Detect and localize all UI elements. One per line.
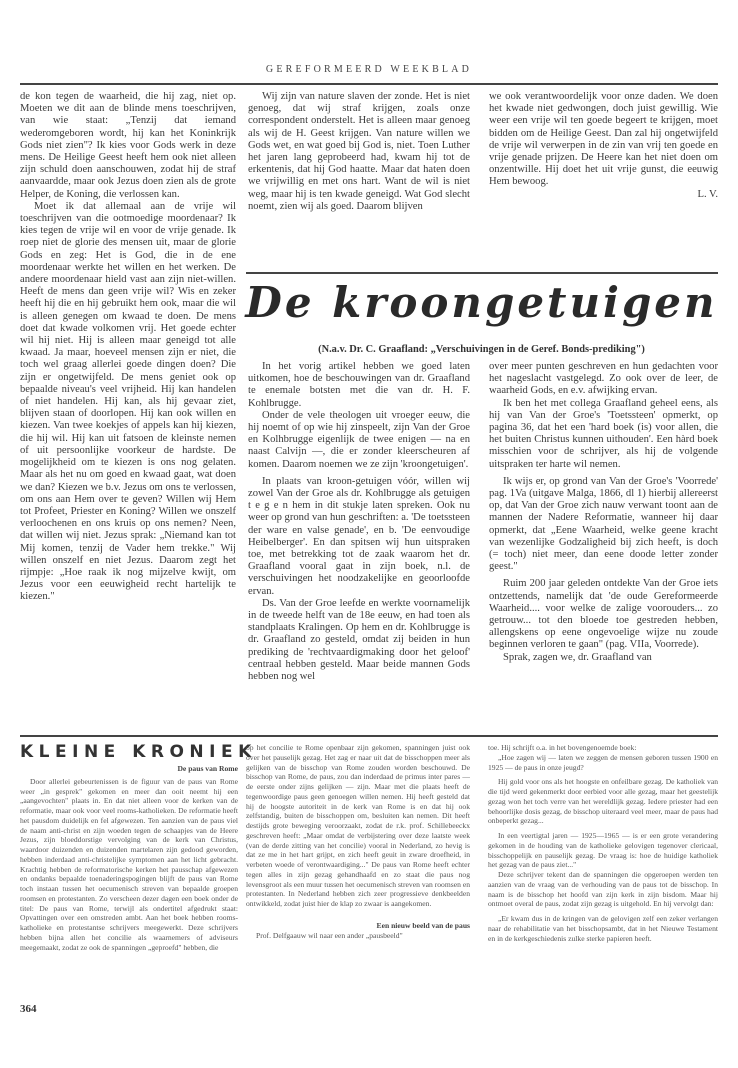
paragraph: Wij zijn van nature slaven der zonde. Het is niet genoeg, dat wij straf krijgen, zoals onze correspondent onderstelt. Het is alleen maar genoeg als wij de H. Geest krijgen. Van nature willen we Gods wet, en wat goed bij God is, niet. Toen Luther het jaren lang geprobeerd had, kwam hij tot de erkentenis, dat hij God haatte. Maar dat haten doen we vrijwillig en met ons hart. Want de wil is niet weg, maar hij is ten kwade geneigd. Wat God slecht noemt, zien wij als goed. Daarom blijven xyxy=(248,91,470,212)
paragraph: toe. Hij schrijft o.a. in het bovengenoemde boek: xyxy=(488,743,637,752)
top-article-column-3 xyxy=(489,91,718,266)
kroniek-heading: KLEINE KRONIEK xyxy=(20,742,257,762)
paragraph: Onder de vele theologen uit vroeger eeuw, die hij noemt of op wie hij zinspeelt, zijn Van der Groe en Kolhbrugge eigenlijk de twee enigen — na en naast Calvijn —, die er zonder kleerscheuren af komen. Daarom noemen we ze zijn 'kroongetuigen'. xyxy=(248,409,470,470)
kroniek-column-1 xyxy=(20,764,238,980)
kroniek-column-2 xyxy=(246,743,470,973)
paragraph: Sprak, zagen we, dr. Graafland van xyxy=(503,651,652,663)
paragraph: „Hoe zagen wij — laten we zeggen de mensen geboren tussen 1900 en 1925 — de paus in onze jeugd? xyxy=(488,752,718,772)
header-rule xyxy=(20,83,718,85)
kroniek-rule xyxy=(20,735,718,737)
paragraph: In het vorig artikel hebben we goed laten uitkomen, hoe de beschouwingen van dr. Graafland te enemale botsten met die van dr. H. F. Kohlbrugge. xyxy=(248,361,470,409)
paragraph: In een veertigtal jaren — 1925—1965 — is er een grote verandering gekomen in de houding van de katholieke gelovigen tegenover clericaal, bisschoppelijk en pauselijk gezag. De vraag is: hoe de huidige katholiek het gezag van de paus ziet..." xyxy=(488,831,718,870)
paragraph: Door allerlei gebeurtenissen is de figuur van de paus van Rome weer „in gesprek" gekomen en meer dan ooit neemt hij een „aangevochten" plaats in. En dat niet alleen voor de kerken van de reformatie, maar ook voor veel rooms-katholieken. De reformatie heeft het pausdom duidelijk en fel afgewezen. Ten aanzien van de paus viel de naam anti-christ en zijn woeden tegen de schaapjes van de Heere Jezus, zijn bloeddorstige vervolging van de kerk van Christus, waardoor duizenden en duizenden martelaren zijn gedood geworden, hebben inderdaad anti-christelijke symptomen aan het licht gebracht. Krachtig hebben de reformatorische kerken het pausschap afgewezen en ondanks bepaalde toenaderingspogingen blijft de paus van Rome toch instaan tussen het oecumenisch streven van bepaalde groepen roomsen en protestanten. Zo verscheen dezer dagen een boek onder de titel: De paus van Rome, terwijl als ondertitel afgedrukt staat: Opvattingen over een omstreden ambt. Aan het boek hebben rooms-katholieke en protestantse schrijvers meegewerkt. Deze schrijvers hebben bijna allen het concilie als waarnemers of adviseurs meegemaakt, zodat ze ook de spanningen „geproefd" hebben, die xyxy=(20,776,238,952)
paragraph: Ruim 200 jaar geleden ontdekte Van der Groe iets ontzettends, namelijk dat 'de oude Gereformeerde Waarheid.... voor welke de zalige voorouders... zo getrouw... tot den bloede toe gestreden hebben, allengskens op eene ongevoelige wijze nu zoude beginnen verloren te gaan" (pag. VIIa, Voorrede). xyxy=(489,578,718,651)
article-title: De kroongetuigen xyxy=(245,278,718,327)
paragraph: „Er kwam dus in de kringen van de gelovigen zelf een zeker verlangen naar de rehabilitatie van het bisschopsambt, dat in het Nieuwe Testament en in de kerkgeschiedenis zulke sterke papieren heeft. xyxy=(488,914,718,943)
author-signature: L. V. xyxy=(697,188,718,200)
paragraph: op het concilie te Rome openbaar zijn gekomen, spanningen juist ook over het pauselijk gezag. Het zag er naar uit dat de bisschoppen meer als gelijken van de bisschop van Rome zouden worden beschouwd. De bisschop van Rome, de paus, zou dan inderdaad de primus inter pares — de eerste onder zijns gelijken — zijn. Maar met die plaats heeft de tegenwoordige paus geen genoegen willen nemen. Hij heeft gesteld dat hij de hoogste autoriteit in de kerk van Rome is en dat hij ook zelfstandig, buiten de bisschoppen om, besluiten kan nemen. Dit heeft destijds grote beweging veroorzaakt, zodat de r.k. prof. Schillebeeckx geschreven heeft: „Maar omdat de verbijstering over deze laatste week (van de derde zitting van het concilie) vooral in Nederland, zo hevig is dat ze me in het hart grijpt, en zich heeft geuit in zware droefheid, in verbeten woede of verontwaardiging..." De paus van Rome heeft echter tegen alles in zijn gezag gehandhaafd en zo staat die paus nog levensgroot als een muur tussen het oecumenisch streven van roomsen en protestanten. In Nederland hebben zich zeer progressieve denkbeelden ontwikkeld, zodat juist hier de klap zo zwaar is aangekomen. xyxy=(246,743,470,908)
paragraph: Ik wijs er, op grond van Van der Groe's 'Voorrede' pag. 1Va (uitgave Malga, 1866, dl 1) hierbij allereerst op, dat Van der Groe zich nauw verwant toont aan de mannen der Nadere Reformatie, wanneer hij daar opmerkt, dat „Eene Waarheid, welke geene kracht van wezenlijke Godzaligheid bij zich heeft, is doch (= toch) niet meer, dan eene doode letter zonder geest." xyxy=(489,475,718,573)
paragraph: over meer punten geschreven en hun gedachten voor het nageslacht vastgelegd. Zo ook over de leer, de waarheid Gods, en e.v. afwijking ervan. xyxy=(489,361,718,397)
page-number: 364 xyxy=(20,1003,37,1015)
running-header: GEREFORMEERD WEEKBLAD xyxy=(265,64,473,75)
top-article-column-1 xyxy=(20,91,236,725)
paragraph: Deze schrijver tekent dan de spanningen die opgeroepen werden ten aanzien van de vraag van de verhouding van de paus tot de bisschop. In naam is de bisschop het hoofd van zijn kerk in zijn bisdom. Maar hij ontmoet overal de paus, zodat zijn gezag is uitgehold. En hij vervolgt dan: xyxy=(488,870,718,909)
article-column-a xyxy=(248,361,470,727)
kroniek-column-3 xyxy=(488,743,718,973)
article-column-b xyxy=(489,361,718,727)
kroniek-subheading: Een nieuw beeld van de paus xyxy=(376,920,470,930)
paragraph: Ik ben het met collega Graafland geheel eens, als hij van Van der Groe's 'Toetssteen' opmerkt, op pagina 36, dat het een 'hard boek (is) voor allen, die het buiten Christus kunnen uithouden'. Een hàrd boek misschien voor de schrijver, als hij de volgende uitspraken ter harte wil nemen. xyxy=(489,397,718,470)
article-subtitle: (N.a.v. Dr. C. Graafland: „Verschuivingen in de Geref. Bonds-prediking") xyxy=(318,344,645,355)
paragraph: de kon tegen de waarheid, die hij zag, niet op. Moeten we dit aan de blinde mens toeschrijven, van wie staat: „Tenzij dat iemand wederomgeboren wordt, hij kan het Koninkrijk Gods niet zien"? Ik kies voor Gods werk in deze mens. De Heilige Geest heeft hem ook niet alleen zijn schuld doen aanschouwen, zodat hij de straf aanvaardde, maar ook Jezus doen zien als de grote Helper, de Koning, die verlossen kan. xyxy=(20,91,236,200)
paragraph: we ook verantwoordelijk voor onze daden. We doen het kwade niet gedwongen, doch juist gewillig. Wie weer een vrije wil ten goede begeert te krijgen, moet bidden om de Heilige Geest. Dan zal hij ongetwijfeld de vrije wil verwerpen in de zin van vrij ten goede en vrije genade prijzen. De Heere kan het niet doen om onzentwille. Hij doet het uit vrije gunst, die eeuwig Hem bewoog. xyxy=(489,91,718,188)
section-rule xyxy=(246,272,718,274)
paragraph: Ds. Van der Groe leefde en werkte voornamelijk in de tweede helft van de 18e eeuw, en had toen als standplaats Kralingen. Op hem en dr. Kohlbrugge is dr. Graafland zo gesteld, omdat zij beiden in hun prediking de 'rechtvaardigmaking door het geloof' centraal hebben gesteld. Maar beide mannen Gods hebben nog wel xyxy=(248,597,470,683)
paragraph: Prof. Delfgaauw wil naar een ander „pausbeeld" xyxy=(256,930,403,940)
top-article-column-2 xyxy=(248,91,470,261)
paragraph: Hij gold voor ons als het hoogste en onfeilbare gezag. De katholiek van die tijd werd gekenmerkt door eerbied voor alle gezag, maar het geestelijk gezag won het toch verre van het wereldlijk gezag. Iedere priester had een behoorlijke dosis gezag, de bisschop uiteraard veel meer, maar de paus had onbeperkt gezag... xyxy=(488,777,718,826)
kroniek-subheading: De paus van Rome xyxy=(177,764,238,773)
paragraph: Moet ik dat allemaal aan de vrije wil toeschrijven van die ootmoedige moordenaar? Ik kies tegen de vrije wil en voor de vrije genade. Ik roep niet de glorie des mensen uit, maar de glorie Gods en zeg: Het is God, die in de ene moordenaar werkte het willen en het werken. De andere moordenaar hield vast aan zijn niet-willen. Heeft de mens dan geen vrije wil? Wis en zeker heeft hij die en hij gebruikt hem ook, maar die wil is alleen genegen om kwaad te doen. De mens doet dat kwade volkomen vrij. Het goede echter wil hij niet. Hij is alleen maar geneigd tot alle kwaad. Ja maar, hoeveel mensen zijn er niet, die toch wel graag allerlei goede dingen doen? Die zijn er ongetwijfeld. De mens geniet ook op bepaalde niveau's veel vrijheid. Hij kan handelen of niet handelen. Hij kan, als hij gevaar ziet, blijven staan of doorlopen. Hij kan ook willen en kiezen. Van twee koekjes of appels kan hij kiezen, die hij wil. Hij kan uit fatsoen de kleinste nemen of uit persoonlijke voorkeur de hardste. De mogelijkheid om te kiezen is ons nog gelaten. Maar als het nu om goed en kwaad gaat, wat doen we dan? Kiezen we b.v. Jezus om ons te verlossen, om ons aan Hem over te geven? Willen wij Hem tot Profeet, Priester en Koning? Willen we onszelf verloochenen en ons kruis op ons nemen? Neen, dat willen wij niet. Jezus sprak: „Niemand kan tot Mij komen, tenzij de Vader hem trekke." Wij willen onszelf en niet Jezus. Daarom zegt het rijmpje: „Hoe raak ik nog mijzelve kwijt, om Jezus voor een eeuwigheid recht hartelijk te kiezen." xyxy=(20,200,236,603)
paragraph: In plaats van kroon-getuigen vóór, willen wij zowel Van der Groe als dr. Kohlbrugge als getuigen t e g e n hem in dit stukje laten spreken. Ook nu weer op grond van hun geschriften: a. 'De toetssteen der ware en valse genade', en b. 'De eenvoudige Heibelberger'. En dan spitsen wij hun uitspraken toe, met betrekking tot de zaak waarom het dr. Graafland vooral gaat in zijn boek, n.l. de verschuivingen het noodzakelijke en geoorloofde ervan. xyxy=(248,475,470,597)
